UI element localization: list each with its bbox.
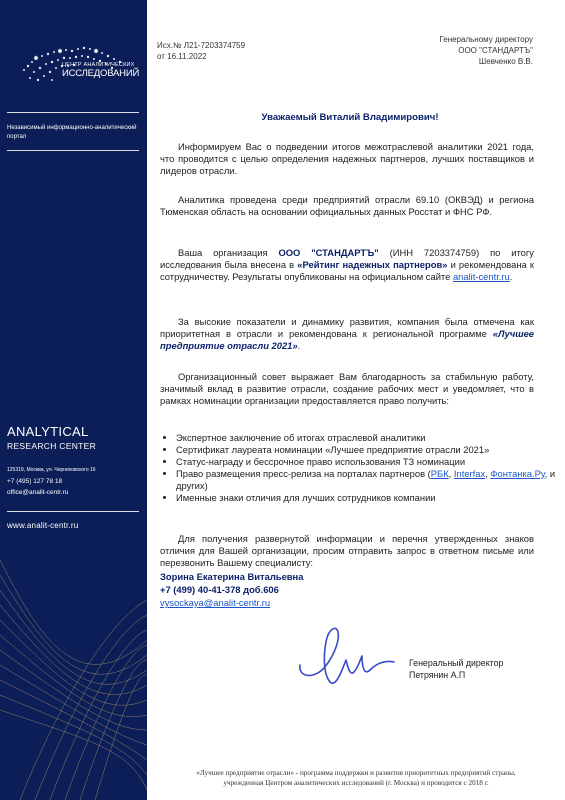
list-item: • Сертификат лауреата номинации «Лучшее предприятие отрасли 2021» [176, 444, 556, 456]
paragraph-1: Информируем Вас о подведении итогов межотраслевой аналитики 2021 года, что проводится с целью определения надежных партнеров, лучших поставщиков и лидеров отрасли. [160, 141, 534, 176]
b4-text-a: Право размещения пресс-релиза на порталах партнеров ( [176, 468, 431, 479]
interfax-link[interactable]: Interfax [453, 468, 486, 479]
list-item: • Статус-награду и бессрочное право использования ТЗ номинации [176, 456, 556, 468]
list-item: • Именные знаки отличия для лучших сотрудников компании [176, 492, 556, 504]
list-item [176, 468, 556, 492]
paragraph-2: Аналитика проведена среди предприятий отрасли 69.10 (ОКВЭД) и региона Тюменская область на основании официальных данных Росстат и ФНС РФ. [160, 194, 534, 217]
addressee-line-3: Шевченко В.В. [478, 57, 533, 66]
program-name: «Лучшее предприятие отрасли 2021» [160, 328, 534, 351]
brand-title: ANALYTICAL [7, 424, 89, 439]
outgoing-reference [157, 40, 245, 62]
greeting: Уважаемый Виталий Владимирович! [261, 112, 439, 123]
b4-sep-2: , [485, 468, 491, 479]
logo-text [62, 62, 139, 79]
sidebar [0, 0, 147, 800]
contact-name: Зорина Екатерина Витальевна [160, 571, 304, 582]
signatory [409, 657, 503, 681]
footer-line-2: учрежденная Центром аналитических исследований (г. Москва) и проводится с 2018 г. [223, 779, 489, 787]
paragraph-4 [160, 316, 534, 352]
logo-line-2: ИССЛЕДОВАНИЙ [62, 68, 140, 79]
contact-email-link[interactable]: vysockaya@analit-centr.ru [160, 597, 271, 608]
ref-number: Исх.№ Л21-7203374759 [157, 41, 246, 50]
addressee-line-2: ООО "СТАНДАРТЪ" [458, 46, 533, 55]
rating-name: «Рейтинг надежных партнеров» [297, 259, 448, 270]
signatory-name: Петрянин А.П [409, 670, 466, 680]
b4-sep-1: , [448, 468, 454, 479]
sidebar-divider [7, 112, 139, 113]
paragraph-6: Для получения развернутой информации и перечня утвержденных знаков отличия для Вашей организации, просим отправить запрос в ответном письме или перезвонить Вашему специалисту: [160, 533, 534, 568]
paragraph-5: Организационный совет выражает Вам благодарность за стабильную работу, значимый вклад в развитие отрасли, создание рабочих мест и уведомляет, что в рамках номинации организации предоставляется право получить: [160, 371, 534, 406]
sidebar-address: 125319, Москва, ул. Черняховского 16 [7, 467, 96, 473]
specialist-contact [160, 570, 303, 609]
p4-text-b: . [297, 340, 301, 351]
sidebar-phone[interactable]: +7 (495) 127 78 18 [7, 478, 63, 485]
handwritten-signature [290, 620, 400, 695]
addressee-line-1: Генеральному директору [439, 35, 533, 44]
sidebar-email[interactable]: office@analit-centr.ru [7, 489, 69, 496]
list-item: • Экспертное заключение об итогах отраслевой аналитики [176, 432, 556, 444]
paragraph-3 [160, 247, 534, 283]
p3-text-d: . [509, 271, 513, 282]
sidebar-contacts [7, 465, 96, 498]
p3-text-c: и рекомендована к сотрудничеству. Результаты опубликованы на официальном сайте [160, 259, 534, 282]
footer-line-1: «Лучшее предприятие отрасли» - программа поддержки и развития приоритетных предприятий страны, [196, 769, 516, 777]
portal-tagline: Независимый информационно-аналитический портал [7, 125, 137, 140]
ref-date: от 16.11.2022 [157, 52, 207, 61]
signatory-title: Генеральный директор [409, 658, 504, 668]
brand-subtitle: RESEARCH CENTER [7, 441, 97, 451]
sidebar-divider [7, 511, 139, 512]
sidebar-website-link[interactable]: www.analit-centr.ru [7, 521, 79, 530]
addressee-block [439, 34, 533, 67]
p3-text-b: (ИНН 7203374759) по итогу исследования была внесена в [160, 247, 534, 270]
site-link[interactable]: analit-centr.ru [452, 271, 510, 282]
p3-text-a: Ваша организация [178, 247, 279, 258]
rbc-link[interactable]: РБК [430, 468, 449, 479]
fontanka-link[interactable]: Фонтанка.Ру [490, 468, 545, 479]
contact-phone[interactable]: +7 (499) 40-41-378 доб.606 [160, 584, 279, 595]
decorative-waves [0, 0, 147, 800]
logo-line-1: ЦЕНТР АНАЛИТИЧЕСКИХ [62, 62, 135, 68]
benefits-list [160, 432, 556, 504]
company-name: ООО "СТАНДАРТЪ" [278, 247, 379, 258]
footer-note [152, 768, 560, 788]
b4-text-b: , и других) [176, 468, 556, 491]
sidebar-divider [7, 150, 139, 151]
p4-text-a: За высокие показатели и динамику развития, компания была отмечена как приоритетная в отрасли и рекомендована к региональной программе [160, 316, 534, 339]
